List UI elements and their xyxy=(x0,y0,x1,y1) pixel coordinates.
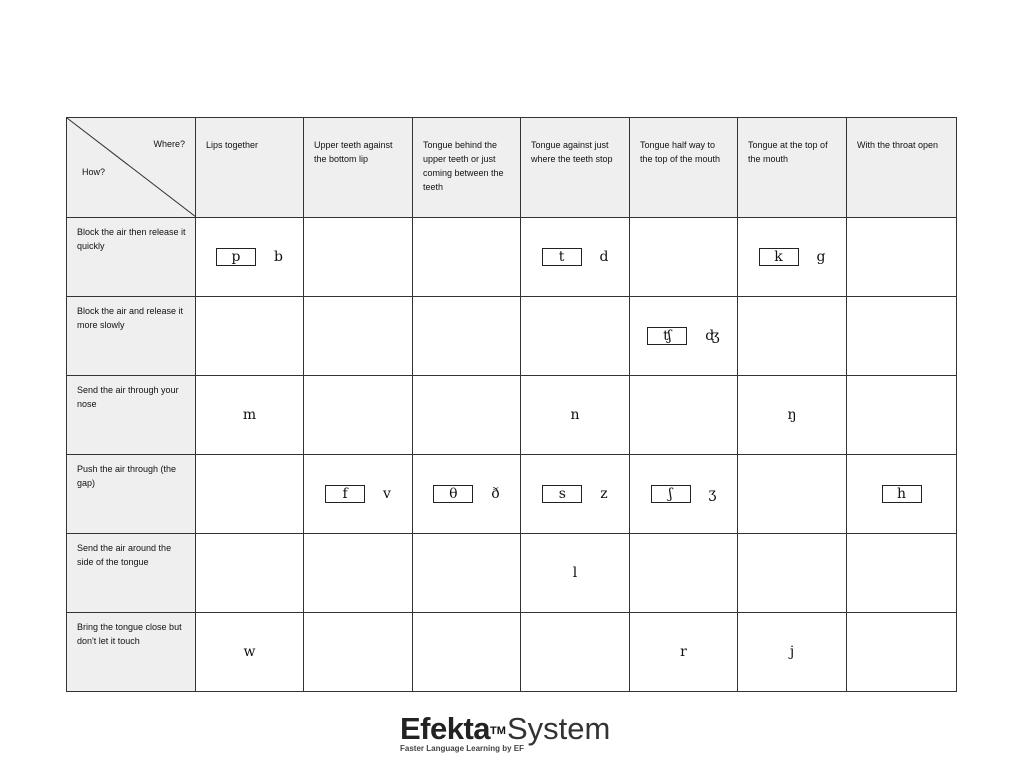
row-label: Send the air around the side of the tongue xyxy=(67,534,196,613)
phoneme-pair xyxy=(651,485,717,503)
unvoiced-phoneme: t xyxy=(542,248,582,266)
logo-system: System xyxy=(506,711,611,746)
phoneme-pair xyxy=(759,248,826,266)
header-row xyxy=(67,118,957,218)
voiced-phoneme: j xyxy=(789,644,795,660)
table-row xyxy=(67,534,957,613)
voiced-phoneme: ð xyxy=(491,486,500,502)
sound-cell xyxy=(304,376,413,455)
unvoiced-phoneme: f xyxy=(325,485,365,503)
sound-cell xyxy=(630,613,738,692)
phoneme-pair xyxy=(325,485,391,503)
column-header: Tongue behind the upper teeth or just coming between the teeth xyxy=(413,118,521,218)
phoneme-pair xyxy=(244,644,256,660)
phoneme-pair xyxy=(882,485,922,503)
logo-tagline: Faster Language Learning by EF xyxy=(400,744,525,753)
sound-cell xyxy=(847,297,957,376)
column-header: Tongue at the top of the mouth xyxy=(738,118,847,218)
voiced-phoneme: n xyxy=(570,407,580,423)
sound-cell xyxy=(847,613,957,692)
column-header: Tongue half way to the top of the mouth xyxy=(630,118,738,218)
phoneme-pair xyxy=(647,327,719,345)
sound-cell xyxy=(630,455,738,534)
column-header: Lips together xyxy=(196,118,304,218)
efekta-logo xyxy=(400,712,640,753)
sound-cell xyxy=(521,218,630,297)
logo-brand: Efekta xyxy=(400,711,491,746)
sound-cell xyxy=(196,218,304,297)
column-header: Upper teeth against the bottom lip xyxy=(304,118,413,218)
phoneme-pair xyxy=(570,407,579,423)
table-row xyxy=(67,613,957,692)
sound-cell xyxy=(630,218,738,297)
table-row xyxy=(67,455,957,534)
sound-cell xyxy=(521,297,630,376)
sound-cell xyxy=(304,218,413,297)
sound-cell xyxy=(630,534,738,613)
unvoiced-phoneme: s xyxy=(542,485,582,503)
row-label: Bring the tongue close but don't let it touch xyxy=(67,613,196,692)
sound-cell xyxy=(630,376,738,455)
sound-cell xyxy=(847,218,957,297)
column-header: Tongue against just where the teeth stop xyxy=(521,118,630,218)
row-label: Send the air through your nose xyxy=(67,376,196,455)
sound-cell xyxy=(738,455,847,534)
sound-cell xyxy=(847,534,957,613)
table-row xyxy=(67,376,957,455)
unvoiced-phoneme: h xyxy=(882,485,922,503)
voiced-phoneme: b xyxy=(274,249,283,265)
sound-cell xyxy=(521,534,630,613)
voiced-phoneme: d xyxy=(599,249,609,265)
sound-cell xyxy=(304,297,413,376)
sound-cell xyxy=(196,455,304,534)
voiced-phoneme: z xyxy=(600,486,608,502)
sound-cell xyxy=(738,613,847,692)
unvoiced-phoneme: θ xyxy=(433,485,473,503)
row-label: Push the air through (the gap) xyxy=(67,455,196,534)
sound-cell xyxy=(413,455,521,534)
phoneme-pair xyxy=(542,248,609,266)
sound-cell xyxy=(304,455,413,534)
row-label: Block the air and release it more slowly xyxy=(67,297,196,376)
table-row xyxy=(67,297,957,376)
phoneme-pair xyxy=(787,407,796,423)
sound-cell xyxy=(521,376,630,455)
voiced-phoneme: v xyxy=(383,486,391,502)
phoneme-pair xyxy=(680,644,687,660)
sound-cell xyxy=(738,534,847,613)
unvoiced-phoneme: ʧ xyxy=(647,327,687,345)
sound-cell xyxy=(521,613,630,692)
voiced-phoneme: w xyxy=(243,644,256,660)
column-header: With the throat open xyxy=(847,118,957,218)
sound-cell xyxy=(413,534,521,613)
where-label: Where? xyxy=(153,139,185,149)
sound-cell xyxy=(630,297,738,376)
sound-cell xyxy=(847,376,957,455)
phoneme-pair xyxy=(573,565,577,581)
table-row xyxy=(67,218,957,297)
how-label: How? xyxy=(82,167,106,177)
sound-cell xyxy=(196,534,304,613)
sound-cell xyxy=(196,613,304,692)
sound-cell xyxy=(847,455,957,534)
phoneme-pair xyxy=(542,485,607,503)
sound-cell xyxy=(738,218,847,297)
corner-cell xyxy=(67,118,196,218)
phoneme-pair xyxy=(790,644,794,660)
consonant-chart xyxy=(66,117,957,692)
phoneme-pair xyxy=(243,407,256,423)
sound-cell xyxy=(413,376,521,455)
unvoiced-phoneme: p xyxy=(216,248,256,266)
voiced-phoneme: ʤ xyxy=(705,328,720,344)
sound-cell xyxy=(304,534,413,613)
voiced-phoneme: m xyxy=(242,407,257,423)
sound-cell xyxy=(196,376,304,455)
sound-cell xyxy=(196,297,304,376)
voiced-phoneme: l xyxy=(572,565,578,581)
phoneme-pair xyxy=(433,485,499,503)
sound-cell xyxy=(521,455,630,534)
phoneme-pair xyxy=(216,248,283,266)
unvoiced-phoneme: k xyxy=(759,248,799,266)
unvoiced-phoneme: ʃ xyxy=(651,485,691,503)
row-label: Block the air then release it quickly xyxy=(67,218,196,297)
voiced-phoneme: ʒ xyxy=(708,486,717,502)
logo-trademark: TM xyxy=(490,725,506,737)
sound-cell xyxy=(738,376,847,455)
voiced-phoneme: ŋ xyxy=(787,407,797,423)
sound-cell xyxy=(304,613,413,692)
voiced-phoneme: g xyxy=(816,249,826,265)
sound-cell xyxy=(413,218,521,297)
sound-cell xyxy=(738,297,847,376)
sound-cell xyxy=(413,613,521,692)
sound-cell xyxy=(413,297,521,376)
voiced-phoneme: r xyxy=(680,644,687,660)
